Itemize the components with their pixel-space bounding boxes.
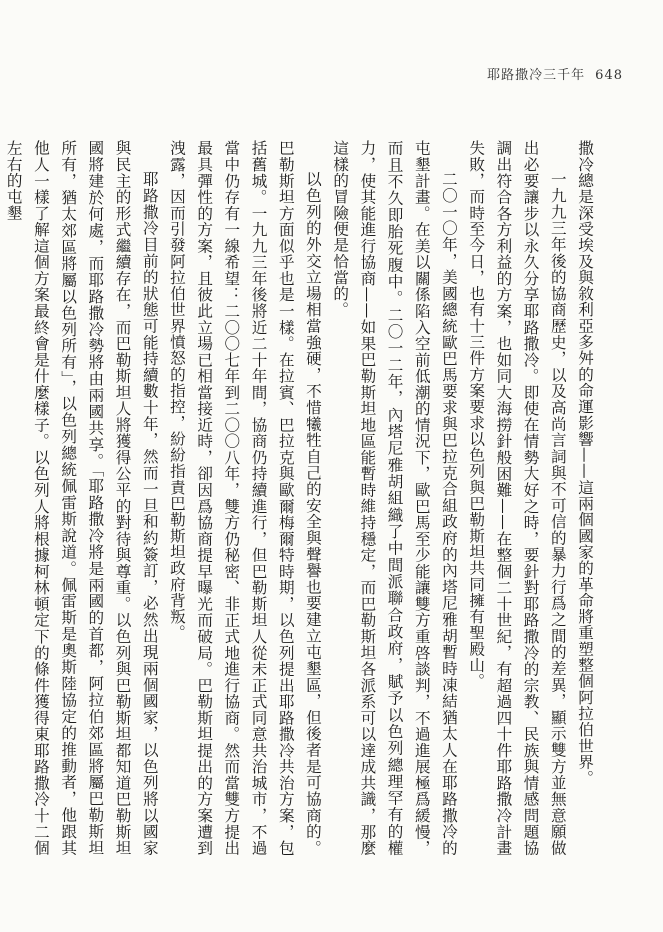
paragraph-1: 撒冷總是深受埃及與敘利亞多舛的命運影響——這兩個國家的革命將重塑整個阿拉伯世界。 xyxy=(576,140,594,786)
paragraph-2: 一九九三年後的協商歷史，以及高尚言詞與不可信的暴力行爲之間的差異，顯示雙方並無意願做出必要讓步以永久分享耶路撒冷。即使在情勢大好之時，要針對耶路撒冷的宗教、民族與情感問題協調出符合各方利益的方案，也如同大海撈針般困難——在整個二十世紀，有超過四十件耶路撒冷計畫失敗，而時至今日，也有十三件方案要求以色列與巴勒斯坦共同擁有聖殿山。 xyxy=(467,140,567,856)
paragraph-3: 二〇一〇年，美國總統歐巴馬要求與巴拉克合組政府的內塔尼雅胡暫時凍結猶太人在耶路撒冷的屯墾計畫。在美以關係陷入空前低潮的情況下，歐巴馬至少能讓雙方重啓談判，不過進展極爲緩慢，而且不久即胎死腹中。二〇一二年，內塔尼雅胡組織了中間派聯合政府，賦予以色列總理罕有的權力，使其能進行協商——如果巴勒斯坦地區能暫時維持穩定，而巴勒斯坦各派系可以達成共識，那麼這樣的冒險便是恰當的。 xyxy=(331,140,458,856)
paragraph-4: 以色列的外交立場相當強硬，不惜犧牲自己的安全與聲譽也要建立屯墾區，但後者是可協商的。巴勒斯坦方面似乎也是一樣。在拉賓、巴拉克與歐爾梅爾特時期，以色列提出耶路撒冷共治方案，包括舊城。一九九三年後將近二十年間，協商仍持續進行，但巴勒斯坦人從未正式同意共治城市，不過當中仍存有一線希望：二〇〇七年到二〇〇八年，雙方仍秘密、非正式地進行協商。然而當雙方提出最具彈性的方案，且彼此立場已相當接近時，卻因爲協商提早曝光而破局。巴勒斯坦提出的方案遭到洩露，因而引發阿拉伯世界憤怒的指控，紛紛指責巴勒斯坦政府背叛。 xyxy=(167,140,322,856)
book-title: 耶路撒冷三千年 xyxy=(487,68,586,83)
running-header xyxy=(477,64,623,83)
paragraph-5: 耶路撒冷目前的狀態可能持續數十年，然而一旦和約簽訂，必然出現兩個國家，以色列將以國家與民主的形式繼續存在，而巴勒斯坦人將獲得公平的對待與尊重。以色列與巴勒斯坦都知道巴勒斯坦國將建於何處，而耶路撒冷勢將由兩國共享。「耶路撒冷將是兩國的首都，阿拉伯郊區將屬巴勒斯坦所有，猶太郊區將屬以色列所有」，以色列總統佩雷斯說道。佩雷斯是奧斯陸協定的推動者，他跟其他人一樣了解這個方案最終會是什麼樣子。以色列人將根據柯林頓定下的條件獲得東耶路撒冷十二個左右的屯墾 xyxy=(4,140,159,856)
page-number: 648 xyxy=(595,68,623,83)
body-text xyxy=(4,140,598,856)
